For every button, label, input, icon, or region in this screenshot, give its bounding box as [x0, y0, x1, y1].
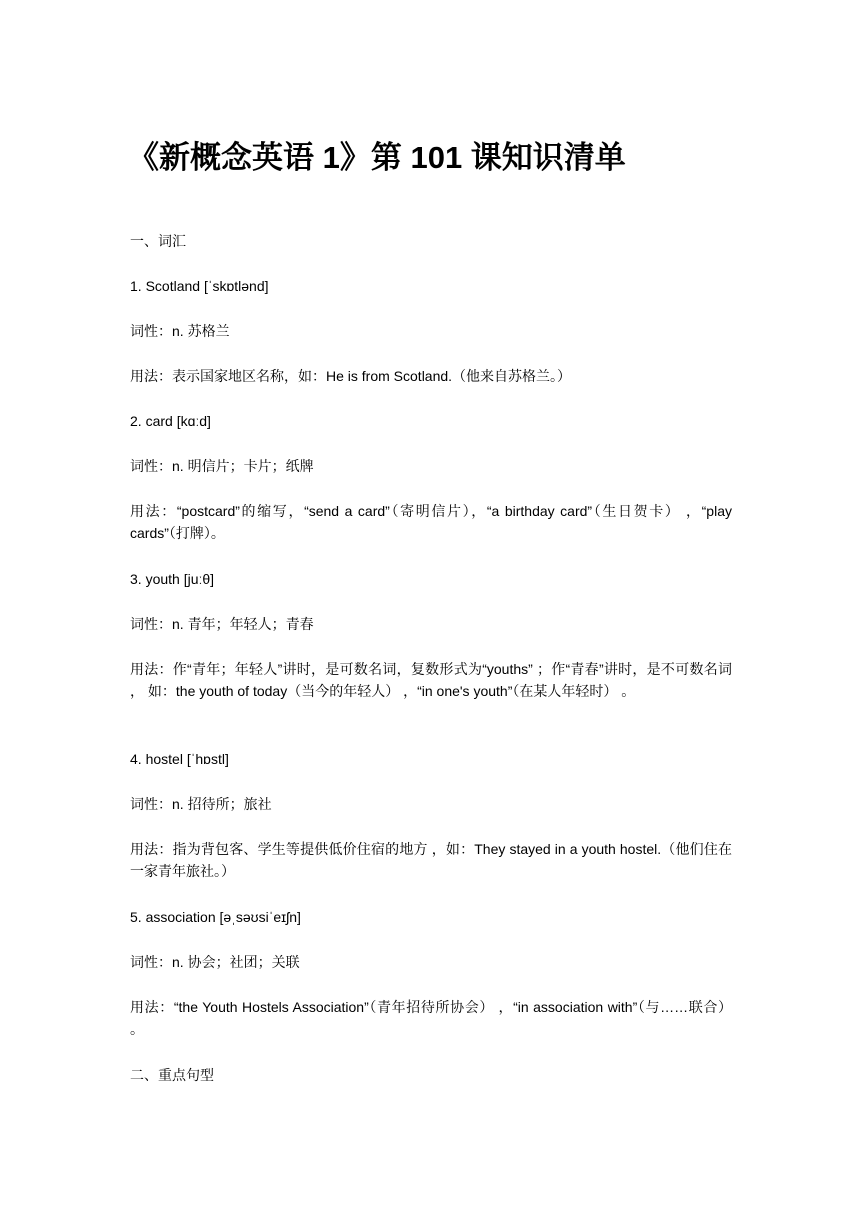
vocab-usage-scotland: 用法：表示国家地区名称，如：He is from Scotland.（他来自苏格兰。）: [130, 368, 572, 384]
section-heading-vocab: 一、词汇: [130, 233, 186, 249]
vocab-usage-card: 用法：“postcard”的缩写，“send a card”（寄明信片），“a birthday card”（生日贺卡） ，“play cards”（打牌）。: [130, 503, 732, 541]
vocab-pos-hostel: 词性：n. 招待所；旅社: [130, 796, 272, 812]
vocab-usage-association: 用法：“the Youth Hostels Association”（青年招待所协会） ，“in association with”（与……联合） 。: [130, 999, 732, 1037]
vocab-headword-youth: 3. youth [juːθ]: [130, 571, 215, 587]
vocab-pos-card: 词性：n. 明信片；卡片；纸牌: [130, 458, 314, 474]
page-title: 《新概念英语 1》第 101 课知识清单: [128, 140, 626, 175]
vocab-headword-hostel: 4. hostel [ˈhɒstl]: [130, 751, 229, 767]
vocab-pos-scotland: 词性：n. 苏格兰: [130, 323, 230, 339]
vocab-headword-card: 2. card [kɑːd]: [130, 413, 211, 429]
section-heading-key-sentences: 二、重点句型: [130, 1067, 214, 1083]
vocab-usage-hostel: 用法：指为背包客、学生等提供低价住宿的地方 ，如：They stayed in a youth hostel.（他们住在一家青年旅社。）: [130, 841, 732, 879]
vocab-headword-association: 5. association [əˌsəʊsiˈeɪʃn]: [130, 909, 301, 925]
vocab-pos-association: 词性：n. 协会；社团；关联: [130, 954, 300, 970]
vocab-headword-scotland: 1. Scotland [ˈskɒtlənd]: [130, 278, 269, 294]
vocab-usage-youth: 用法：作“青年；年轻人”讲时，是可数名词，复数形式为“youths” ；作“青春”讲时，是不可数名词 ， 如：the youth of today（当今的年轻人） ，“in one's youth”（在某人年轻时） 。: [130, 661, 732, 699]
vocab-pos-youth: 词性：n. 青年；年轻人；青春: [130, 616, 314, 632]
